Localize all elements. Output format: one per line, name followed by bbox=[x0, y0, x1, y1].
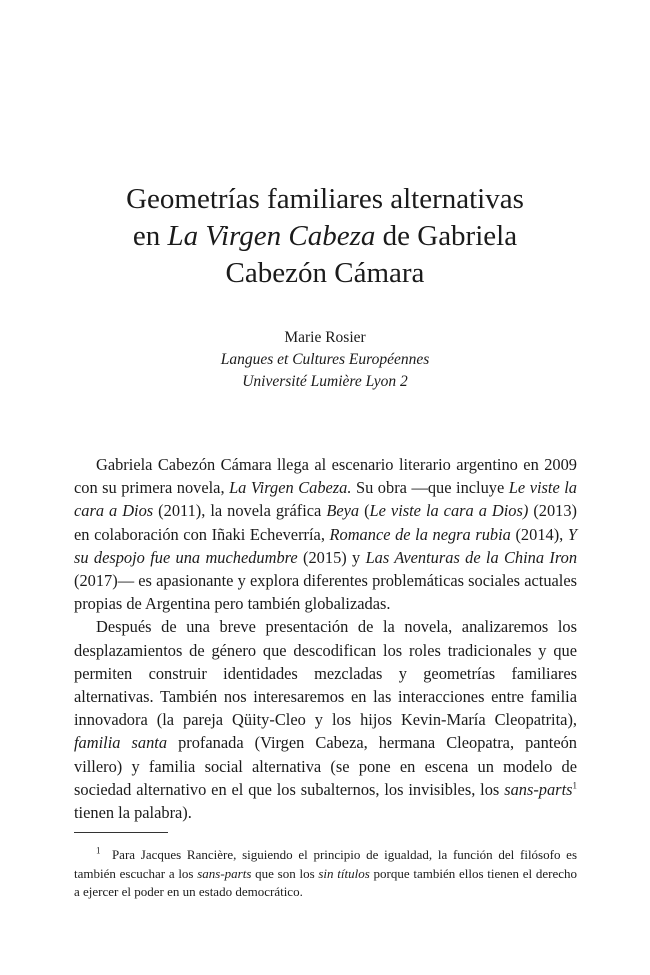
text-run: tienen la palabra). bbox=[74, 803, 192, 823]
italic-run: sans-parts bbox=[197, 865, 252, 881]
text-run: Gabriela Cabezón Cámara llega al escenario literario argentino en 2009 con su primera novela, bbox=[74, 455, 577, 498]
text-run: Su obra —que incluye bbox=[351, 478, 509, 498]
text-run: (2017)— es apasionante y explora diferentes problemáticas sociales actuales propias de Argentina pero también globalizadas. bbox=[74, 571, 577, 614]
footnote-divider bbox=[74, 832, 168, 833]
italic-run: Le viste la cara a Dios) bbox=[369, 501, 529, 521]
text-run: ( bbox=[359, 501, 370, 521]
italic-run: Beya bbox=[326, 501, 360, 521]
footnote-1 bbox=[74, 846, 577, 902]
article-title bbox=[70, 181, 580, 292]
text-run: porque también ellos tienen el derecho a ejercer el poder en un estado democrático. bbox=[74, 865, 577, 899]
affiliation-department: Langues et Cultures Européennes bbox=[220, 351, 430, 368]
italic-run: sin títulos bbox=[318, 865, 370, 881]
author-name: Marie Rosier bbox=[284, 329, 366, 346]
text-run: (2014), bbox=[510, 524, 568, 544]
text-run: (2013) en colaboración con Iñaki Echeverría, bbox=[74, 501, 578, 544]
paragraph-1 bbox=[74, 453, 577, 615]
text-run: profanada (Virgen Cabeza, hermana Cleopatra, panteón villero) y familia social alternativa (se pone en escena un modelo de sociedad alternativo en el que los subalternos, los invisibles, los bbox=[74, 733, 577, 799]
title-novel-name: La Virgen Cabeza bbox=[167, 220, 376, 252]
italic-run: Le viste la cara a Dios bbox=[74, 478, 578, 521]
footnote-reference[interactable]: 1 bbox=[572, 780, 577, 791]
title-line-2-post: de Gabriela bbox=[375, 220, 518, 252]
title-line-1: Geometrías familiares alternativas bbox=[126, 183, 524, 215]
italic-run: Y su despojo fue una muchedumbre bbox=[74, 524, 577, 567]
paragraph-2 bbox=[74, 615, 577, 824]
affiliation-university: Université Lumière Lyon 2 bbox=[242, 373, 408, 390]
italic-run: La Virgen Cabeza. bbox=[229, 478, 352, 498]
title-line-3: Cabezón Cámara bbox=[225, 257, 425, 289]
title-line-2-pre: en bbox=[132, 220, 168, 252]
italic-run: Romance de la negra rubia bbox=[329, 524, 511, 544]
footnote-marker: 1 bbox=[96, 845, 101, 856]
italic-run: familia santa bbox=[74, 733, 168, 753]
text-run: Para Jacques Rancière, siguiendo el principio de igualdad, la función del filósofo es también escuchar a los bbox=[74, 847, 577, 881]
italic-run: Las Aventuras de la China Iron bbox=[365, 547, 578, 567]
italic-run: sans-parts bbox=[504, 779, 573, 799]
text-run: Después de una breve presentación de la novela, analizaremos los desplazamientos de género que descodifican los roles tradicionales y que permiten construir identidades mezcladas y geometrías familiares alternativas. También nos interesaremos en las interacciones entre familia innovadora (la pareja Qüity-Cleo y los hijos Kevin-María Cleopatrita), bbox=[74, 617, 577, 730]
text-run: que son los bbox=[251, 865, 319, 881]
text-run: (2015) y bbox=[297, 547, 366, 567]
text-run: (2011), la novela gráfica bbox=[153, 501, 327, 521]
article-body bbox=[74, 453, 577, 824]
